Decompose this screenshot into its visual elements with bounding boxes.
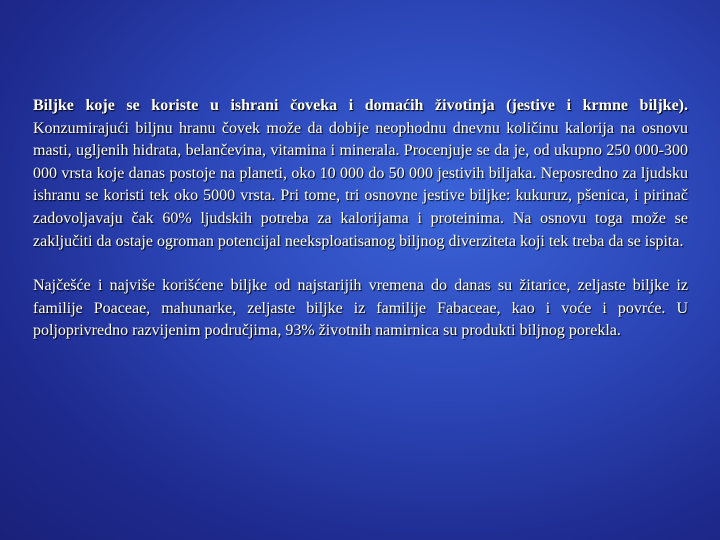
paragraph-edible-plants bbox=[33, 95, 688, 253]
paragraph-most-used-plants bbox=[33, 275, 688, 343]
text-block bbox=[33, 95, 688, 343]
paragraph-body: Najčešće i najviše korišćene biljke od najstarijih vremena do danas su žitarice, zeljaste biljke iz familije Poaceae, mahunarke, zeljaste biljke iz familije Fabaceae, kao i voće i povrće. U poljoprivredno razvijenim područjima, 93% životnih namirnica su produkti biljnog porekla. bbox=[33, 277, 688, 340]
paragraph-body: Konzumirajući biljnu hranu čovek može da dobije neophodnu dnevnu količinu kalorija na osnovu masti, ugljenih hidrata, belančevina, vitamina i minerala. Procenjuje se da je, od ukupno 250 000-300 000 vrsta koje danas postoje na planeti, oko 10 000 do 50 000 jestivih biljaka. Neposredno za ljudsku ishranu se koristi tek oko 5000 vrsta. Pri tome, tri osnovne jestive biljke: kukuruz, pšenica, i pirinač zadovoljavaju čak 60% ljudskih potreba za kalorijama i proteinima. Na osnovu toga može se zaključiti da ostaje ogroman potencijal neeksploatisanog biljnog diverziteta koji tek treba da se ispita. bbox=[33, 119, 688, 250]
paragraph-heading: Biljke koje se koriste u ishrani čoveka i domaćih životinja (jestive i krmne biljke). bbox=[33, 97, 688, 114]
